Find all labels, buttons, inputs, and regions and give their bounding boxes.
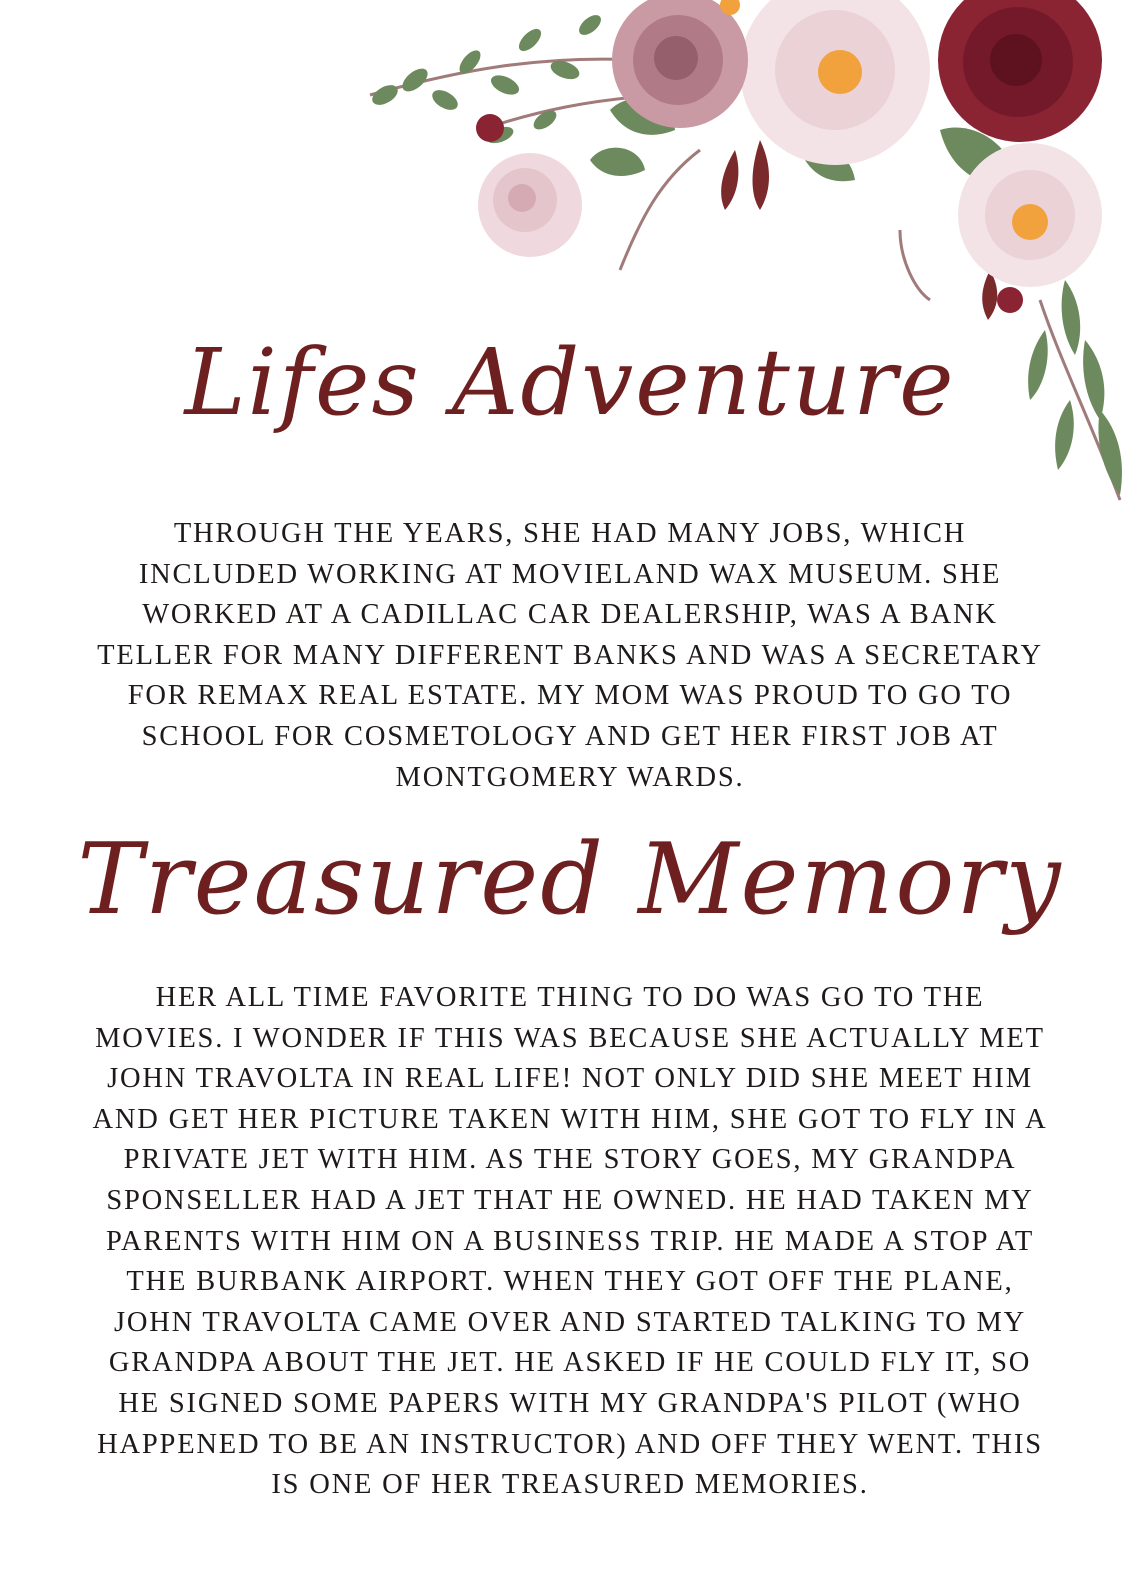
section-heading-treasured-memory: Treasured Memory	[77, 823, 1063, 937]
section-body-treasured-memory: HER ALL TIME FAVORITE THING TO DO WAS GO TO THE MOVIES. I WONDER IF THIS WAS BECAUSE SHE ACTUALLY MET JOHN TRAVOLTA IN REAL LIFE! NOT ONLY DID SHE MEET HIM AND GET HER PICTURE TAKEN WITH HIM, SHE GOT TO FLY IN A PRIVATE JET WITH HIM. AS THE STORY GOES, MY GRANDPA SPONSELLER HAD A JET THAT HE OWNED. HE HAD TAKEN MY PARENTS WITH HIM ON A BUSINESS TRIP. HE MADE A STOP AT THE BURBANK AIRPORT. WHEN THEY GOT OFF THE PLANE, JOHN TRAVOLTA CAME OVER AND STARTED TALKING TO MY GRANDPA ABOUT THE JET. HE ASKED IF HE COULD FLY IT, SO HE SIGNED SOME PAPERS WITH MY GRANDPA'S PILOT (WHO HAPPENED TO BE AN INSTRUCTOR) AND OFF THEY WENT. THIS IS ONE OF HER TREASURED MEMORIES.	[92, 982, 1048, 1501]
section-body-lifes-adventure: THROUGH THE YEARS, SHE HAD MANY JOBS, WHICH INCLUDED WORKING AT MOVIELAND WAX MUSEUM. SHE WORKED AT A CADILLAC CAR DEALERSHIP, WAS A BANK TELLER FOR MANY DIFFERENT BANKS AND WAS A SECRETARY FOR REMAX REAL ESTATE. MY MOM WAS PROUD TO GO TO SCHOOL FOR COSMETOLOGY AND GET HER FIRST JOB AT MONTGOMERY WARDS.	[97, 518, 1043, 793]
section-heading-lifes-adventure: Lifes Adventure	[184, 329, 956, 436]
